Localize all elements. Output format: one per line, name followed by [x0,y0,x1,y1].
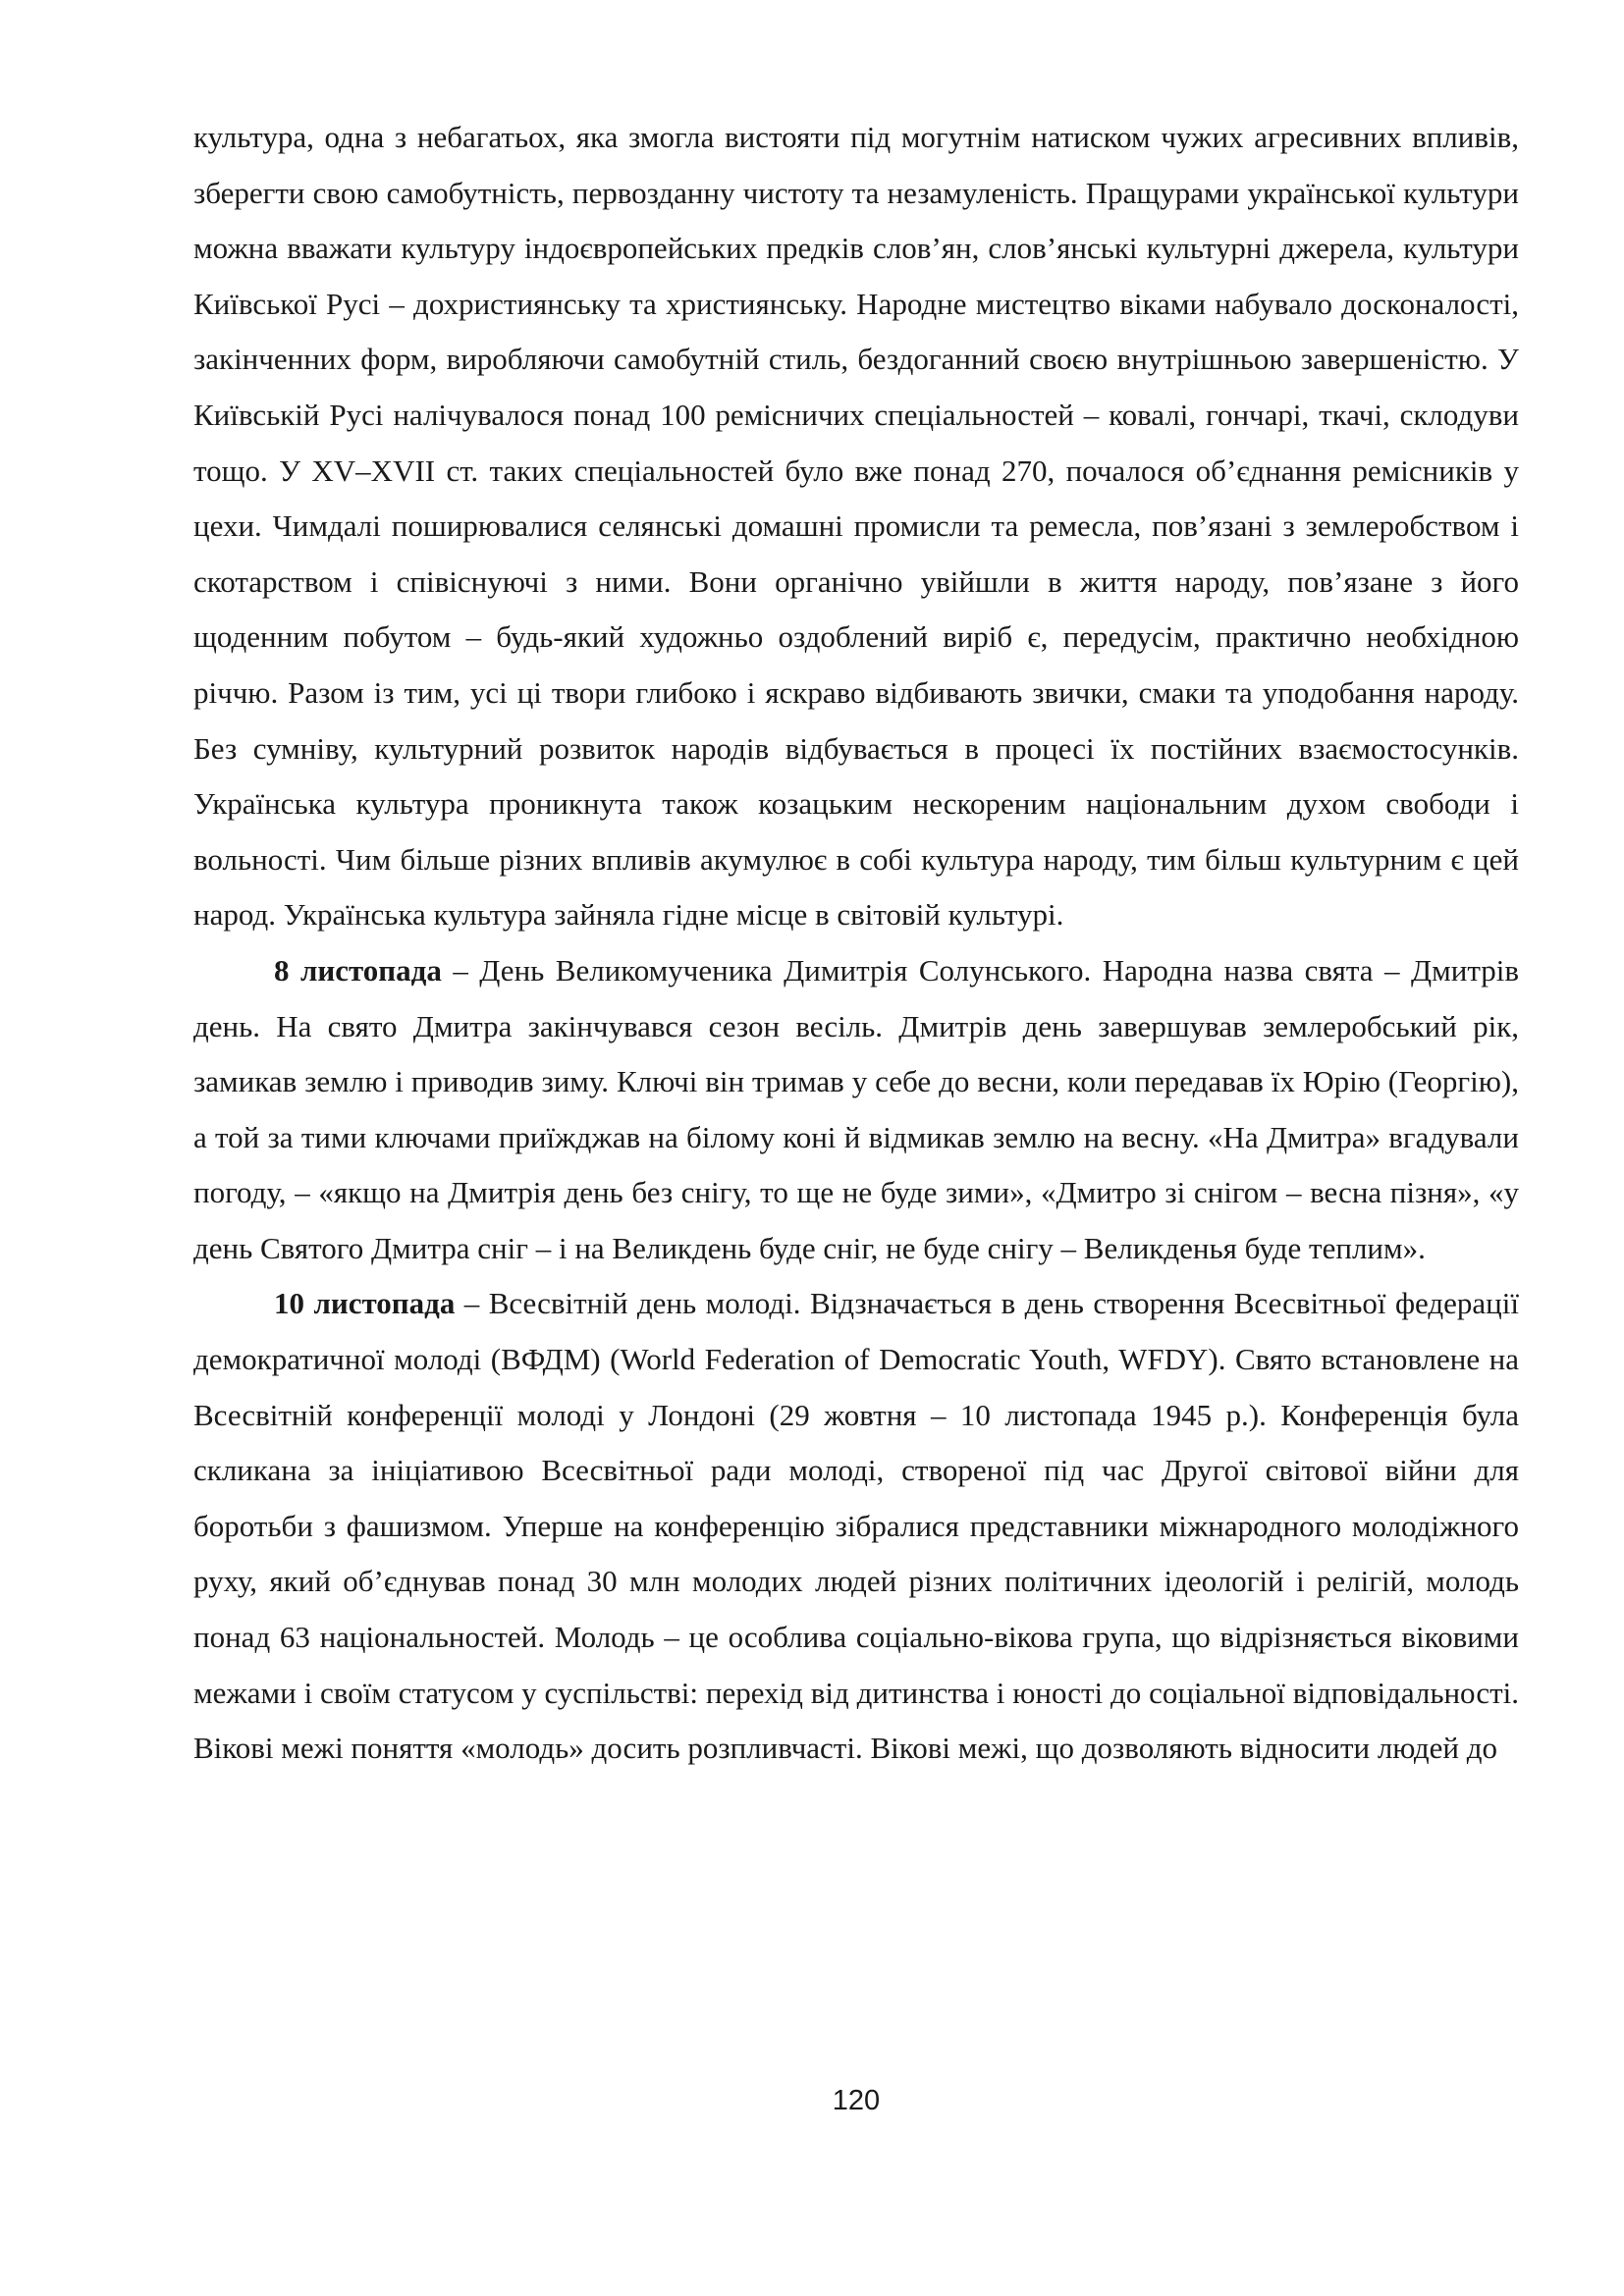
date-label: 8 листопада [274,952,442,988]
document-body [193,110,1519,1777]
paragraph-text: – День Великомученика Димитрія Солунського. Народна назва свята – Дмитрів день. На свято Дмитра закінчувався сезон весіль. Дмитрів день завершував землеробський рік, замикав землю і приводив зиму. Ключі він тримав у себе до весни, коли передавав їх Юрію (Георгію), а той за тими ключами приїжджав на білому коні й відмикав землю на весну. «На Дмитра» вгадували погоду, – «якщо на Дмитрія день без снігу, то ще не буде зими», «Дмитро зі снігом – весна пізня», «у день Святого Дмитра сніг – і на Великдень буде сніг, не буде снігу – Великденья буде теплим». [193,952,1519,1265]
date-label: 10 листопада [274,1286,456,1321]
paragraph-culture [193,110,1519,943]
paragraph-text: культура, одна з небагатьох, яка змогла вистояти під могутнім натиском чужих агресивних впливів, зберегти свою самобутність, первозданну чистоту та незамуленість. Пращурами української культури можна вважати культуру індоєвропейських предків слов’ян, слов’янські культурні джерела, культури Київської Русі – дохристиянську та християнську. Народне мистецтво віками набувало досконалості, закінченних форм, виробляючи самобутній стиль, бездоганний своєю внутрішньою завершеністю. У Київській Русі налічувалося понад 100 ремісничих спеціальностей – ковалі, гончарі, ткачі, склодуви тощо. У XV–XVII ст. таких спеціальностей було вже понад 270, почалося об’єднання ремісників у цехи. Чимдалі поширювалися селянські домашні промисли та ремесла, пов’язані з землеробством і скотарством і співіснуючі з ними. Вони органічно увійшли в життя народу, пов’язане з його щоденним побутом – будь-який художньо оздоблений виріб є, передусім, практично необхідною річчю. Разом із тим, усі ці твори глибоко і яскраво відбивають звички, смаки та уподобання народу. Без сумніву, культурний розвиток народів відбувається в процесі їх постійних взаємостосунків. Українська культура проникнута також козацьким нескореним національним духом свободи і вольності. Чим більше різних впливів акумулює в собі культура народу, тим більш культурним є цей народ. Українська культура зайняла гідне місце в світовій культурі. [193,120,1519,933]
paragraph-8-november [193,943,1519,1277]
page-number: 120 [832,2085,881,2116]
paragraph-10-november [193,1276,1519,1776]
paragraph-text: – Всесвітній день молоді. Відзначається в день створення Всесвітньої федерації демократичної молоді (ВФДМ) (World Federation of Democratic Youth, WFDY). Свято встановлене на Всесвітній конференції молоді у Лондоні (29 жовтня – 10 листопада 1945 р.). Конференція була скликана за ініціативою Всесвітньої ради молоді, створеної під час Другої світової війни для боротьби з фашизмом. Уперше на конференцію зібралися представники міжнародного молодіжного руху, який об’єднував понад 30 млн молодих людей різних політичних ідеологій і релігій, молодь понад 63 національностей. Молодь – це особлива соціально-вікова група, що відрізняється віковими межами і своїм статусом у суспільстві: перехід від дитинства і юності до соціальної відповідальності. Вікові межі поняття «молодь» досить розпливчасті. Вікові межі, що дозволяють відносити людей до [193,1286,1519,1766]
